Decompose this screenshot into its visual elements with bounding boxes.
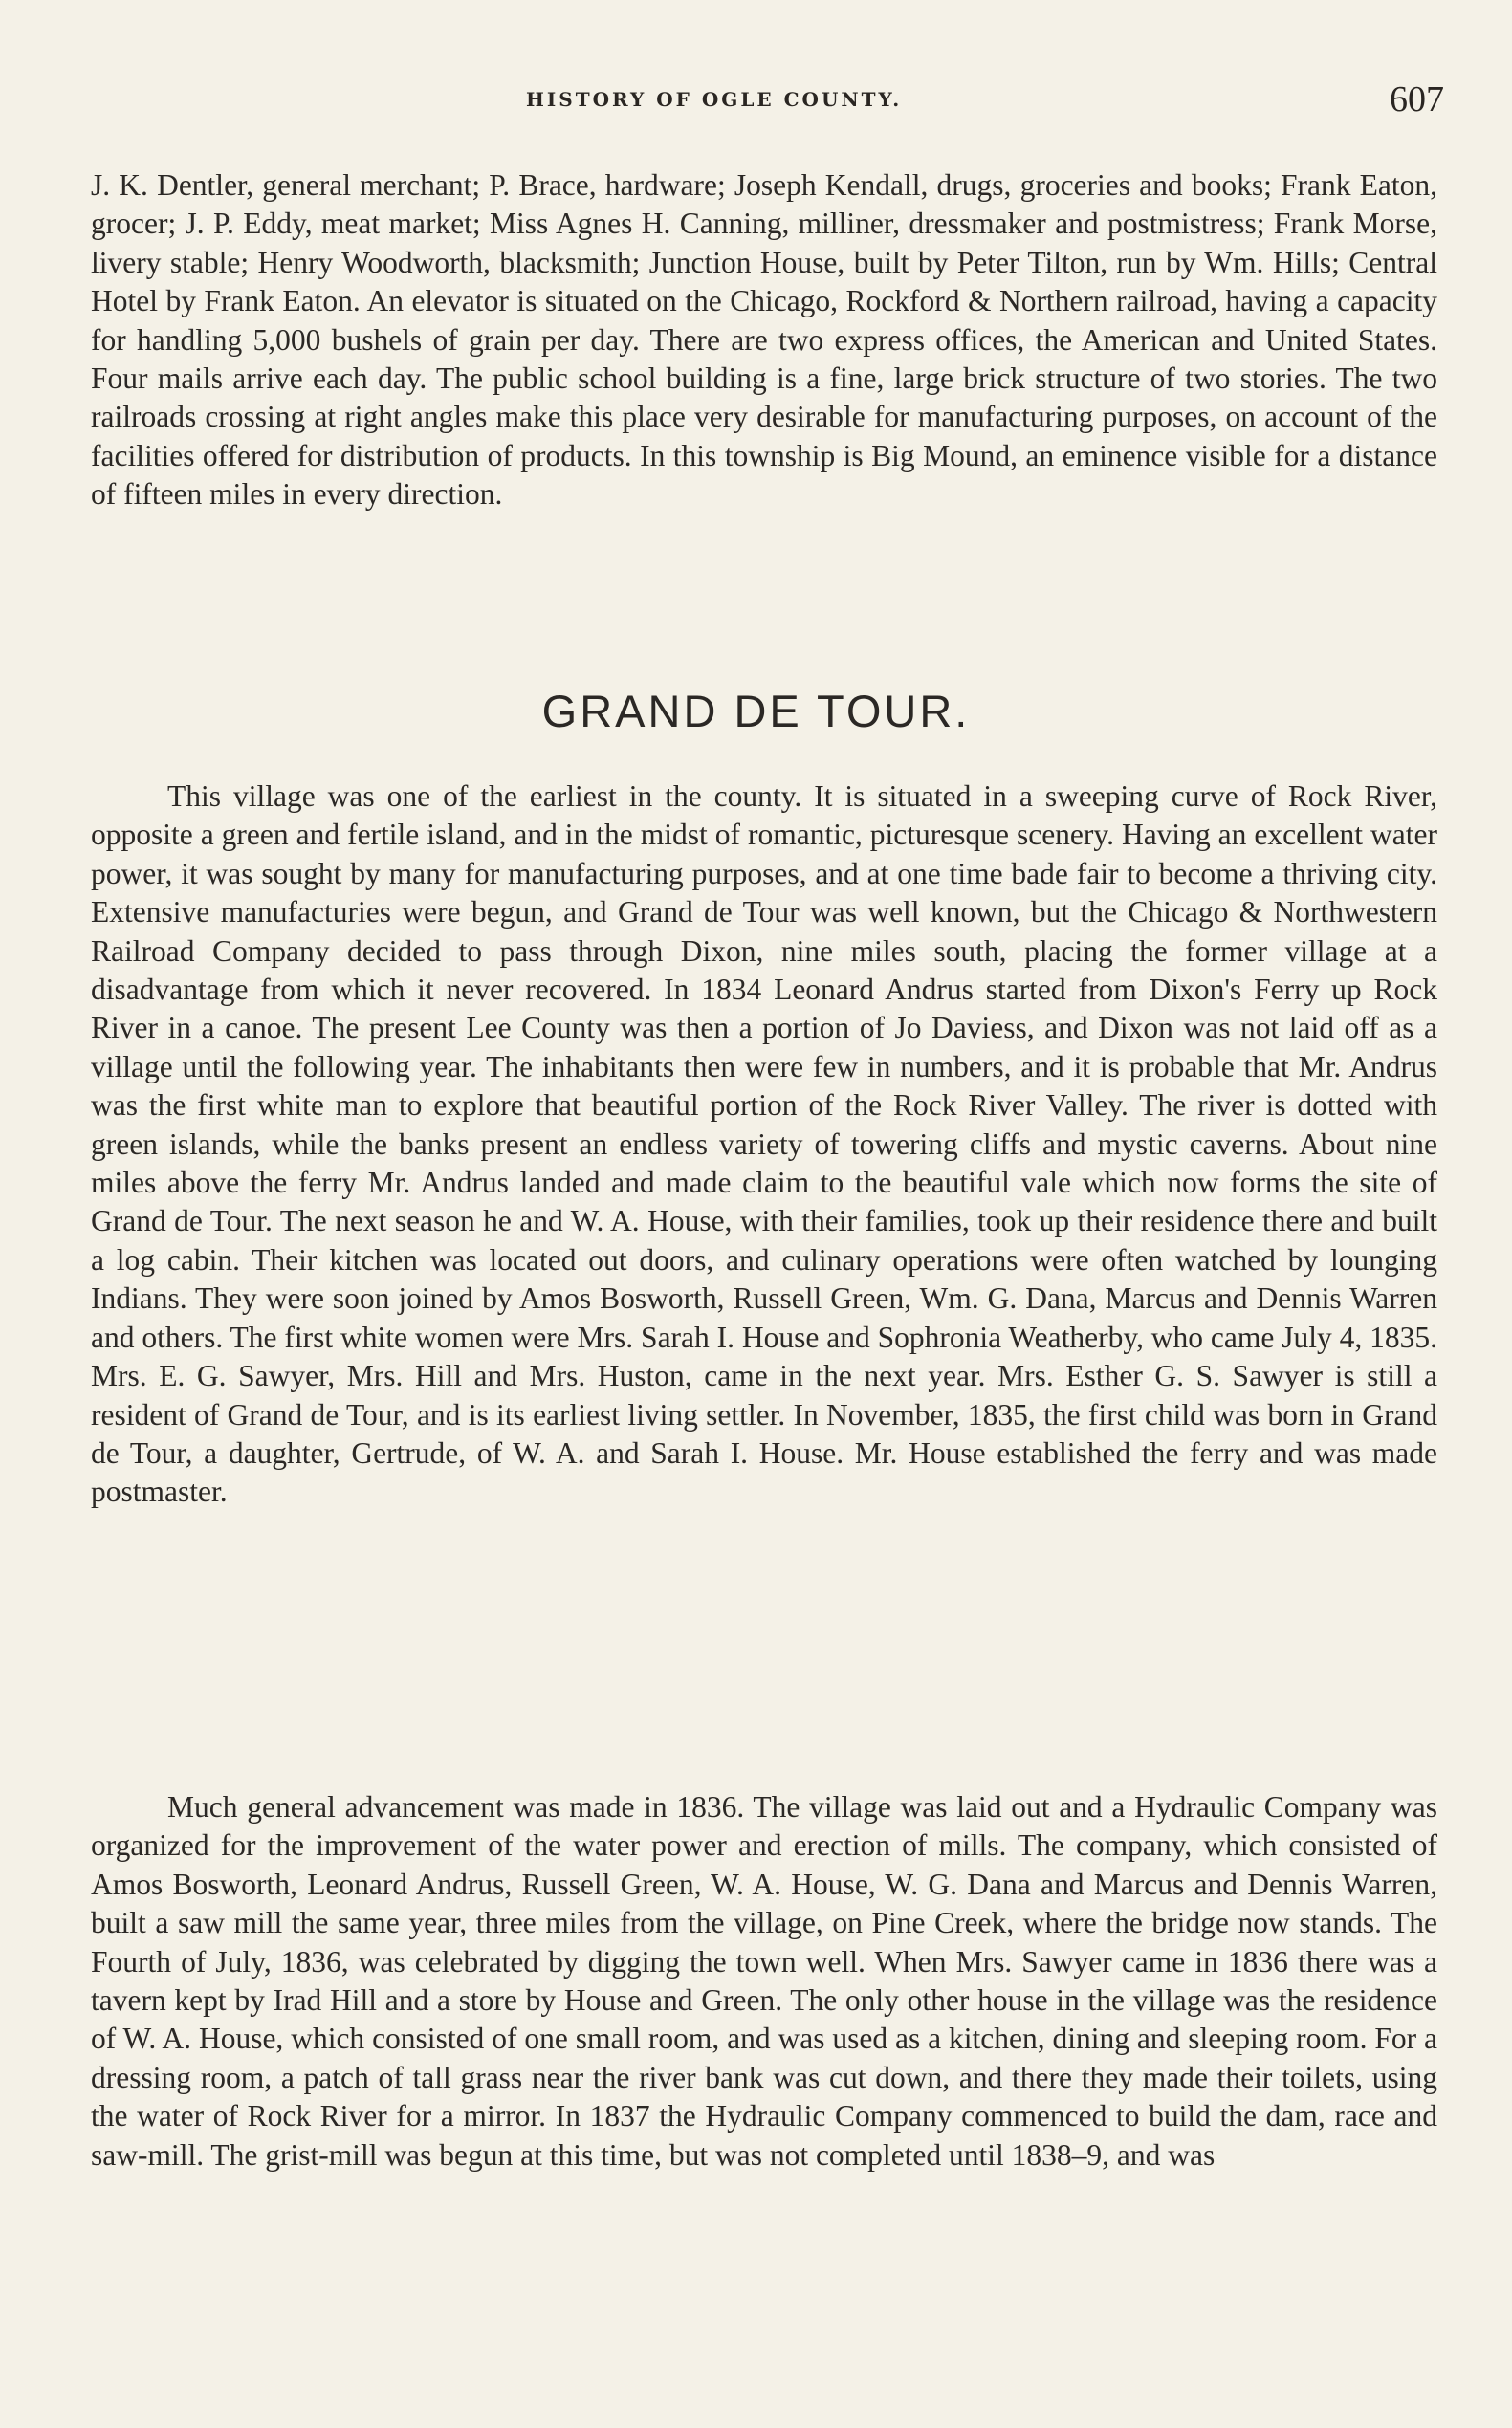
page-number: 607	[1390, 79, 1444, 120]
section-heading: GRAND DE TOUR.	[541, 686, 971, 736]
paragraph-business-listing: J. K. Dentler, general merchant; P. Brace, hardware; Joseph Kendall, drugs, groceries and books; Frank Eaton, grocer; J. P. Eddy, meat market; Miss Agnes H. Canning, milliner, dressmaker and postmistress; Frank Morse, livery stable; Henry Woodworth, blacksmith; Junction House, built by Peter Tilton, run by Wm. Hills; Central Hotel by Frank Eaton. An elevator is situated on the Chicago, Rockford & Northern railroad, having a capacity for handling 5,000 bushels of grain per day. There are two express offices, the American and United States. Four mails arrive each day. The public school building is a fine, large brick structure of two stories. The two railroads crossing at right angles make this place very desirable for manufacturing purposes, on account of the facilities offered for distribution of products. In this township is Big Mound, an eminence visible for a distance of fifteen miles in every direction.	[91, 168, 1437, 512]
running-title: HISTORY OF OGLE COUNTY.	[526, 88, 903, 111]
running-head	[86, 78, 1444, 126]
paragraph-village-history: This village was one of the earliest in the county. It is situated in a sweeping curve of Rock River, opposite a green and fertile island, and in the midst of romantic, picturesque scenery. Having an excellent water power, it was sought by many for manufacturing purposes, and at one time bade fair to become a thriving city. Extensive manufacturies were begun, and Grand de Tour was well known, but the Chicago & Northwestern Railroad Company decided to pass through Dixon, nine miles south, placing the former village at a disadvantage from which it never recovered. In 1834 Leonard Andrus started from Dixon's Ferry up Rock River in a canoe. The present Lee County was then a portion of Jo Daviess, and Dixon was not laid off as a village until the following year. The inhabitants then were few in numbers, and it is probable that Mr. Andrus was the first white man to explore that beautiful portion of the Rock River Valley. The river is dotted with green islands, while the banks present an endless variety of towering cliffs and mystic caverns. About nine miles above the ferry Mr. Andrus landed and made claim to the beautiful vale which now forms the site of Grand de Tour. The next season he and W. A. House, with their families, took up their residence there and built a log cabin. Their kitchen was located out doors, and culinary operations were often watched by lounging Indians. They were soon joined by Amos Bosworth, Russell Green, Wm. G. Dana, Marcus and Dennis Warren and others. The first white women were Mrs. Sarah I. House and Sophronia Weatherby, who came July 4, 1835. Mrs. E. G. Sawyer, Mrs. Hill and Mrs. Huston, came in the next year. Mrs. Esther G. S. Sawyer is still a resident of Grand de Tour, and is its earliest living settler. In November, 1835, the first child was born in Grand de Tour, a daughter, Gertrude, of W. A. and Sarah I. House. Mr. House established the ferry and was made postmaster.	[91, 779, 1437, 1509]
paragraph-village-advancement: Much general advancement was made in 1836. The village was laid out and a Hydraulic Company was organized for the improvement of the water power and erection of mills. The company, which consisted of Amos Bosworth, Leonard Andrus, Russell Green, W. A. House, W. G. Dana and Marcus and Dennis Warren, built a saw mill the same year, three miles from the village, on Pine Creek, where the bridge now stands. The Fourth of July, 1836, was celebrated by digging the town well. When Mrs. Sawyer came in 1836 there was a tavern kept by Irad Hill and a store by House and Green. The only other house in the village was the residence of W. A. House, which consisted of one small room, and was used as a kitchen, dining and sleeping room. For a dressing room, a patch of tall grass near the river bank was cut down, and there they made their toilets, using the water of Rock River for a mirror. In 1837 the Hydraulic Company commenced to build the dam, race and saw-mill. The grist-mill was begun at this time, but was not completed until 1838–9, and was	[91, 1790, 1437, 2172]
